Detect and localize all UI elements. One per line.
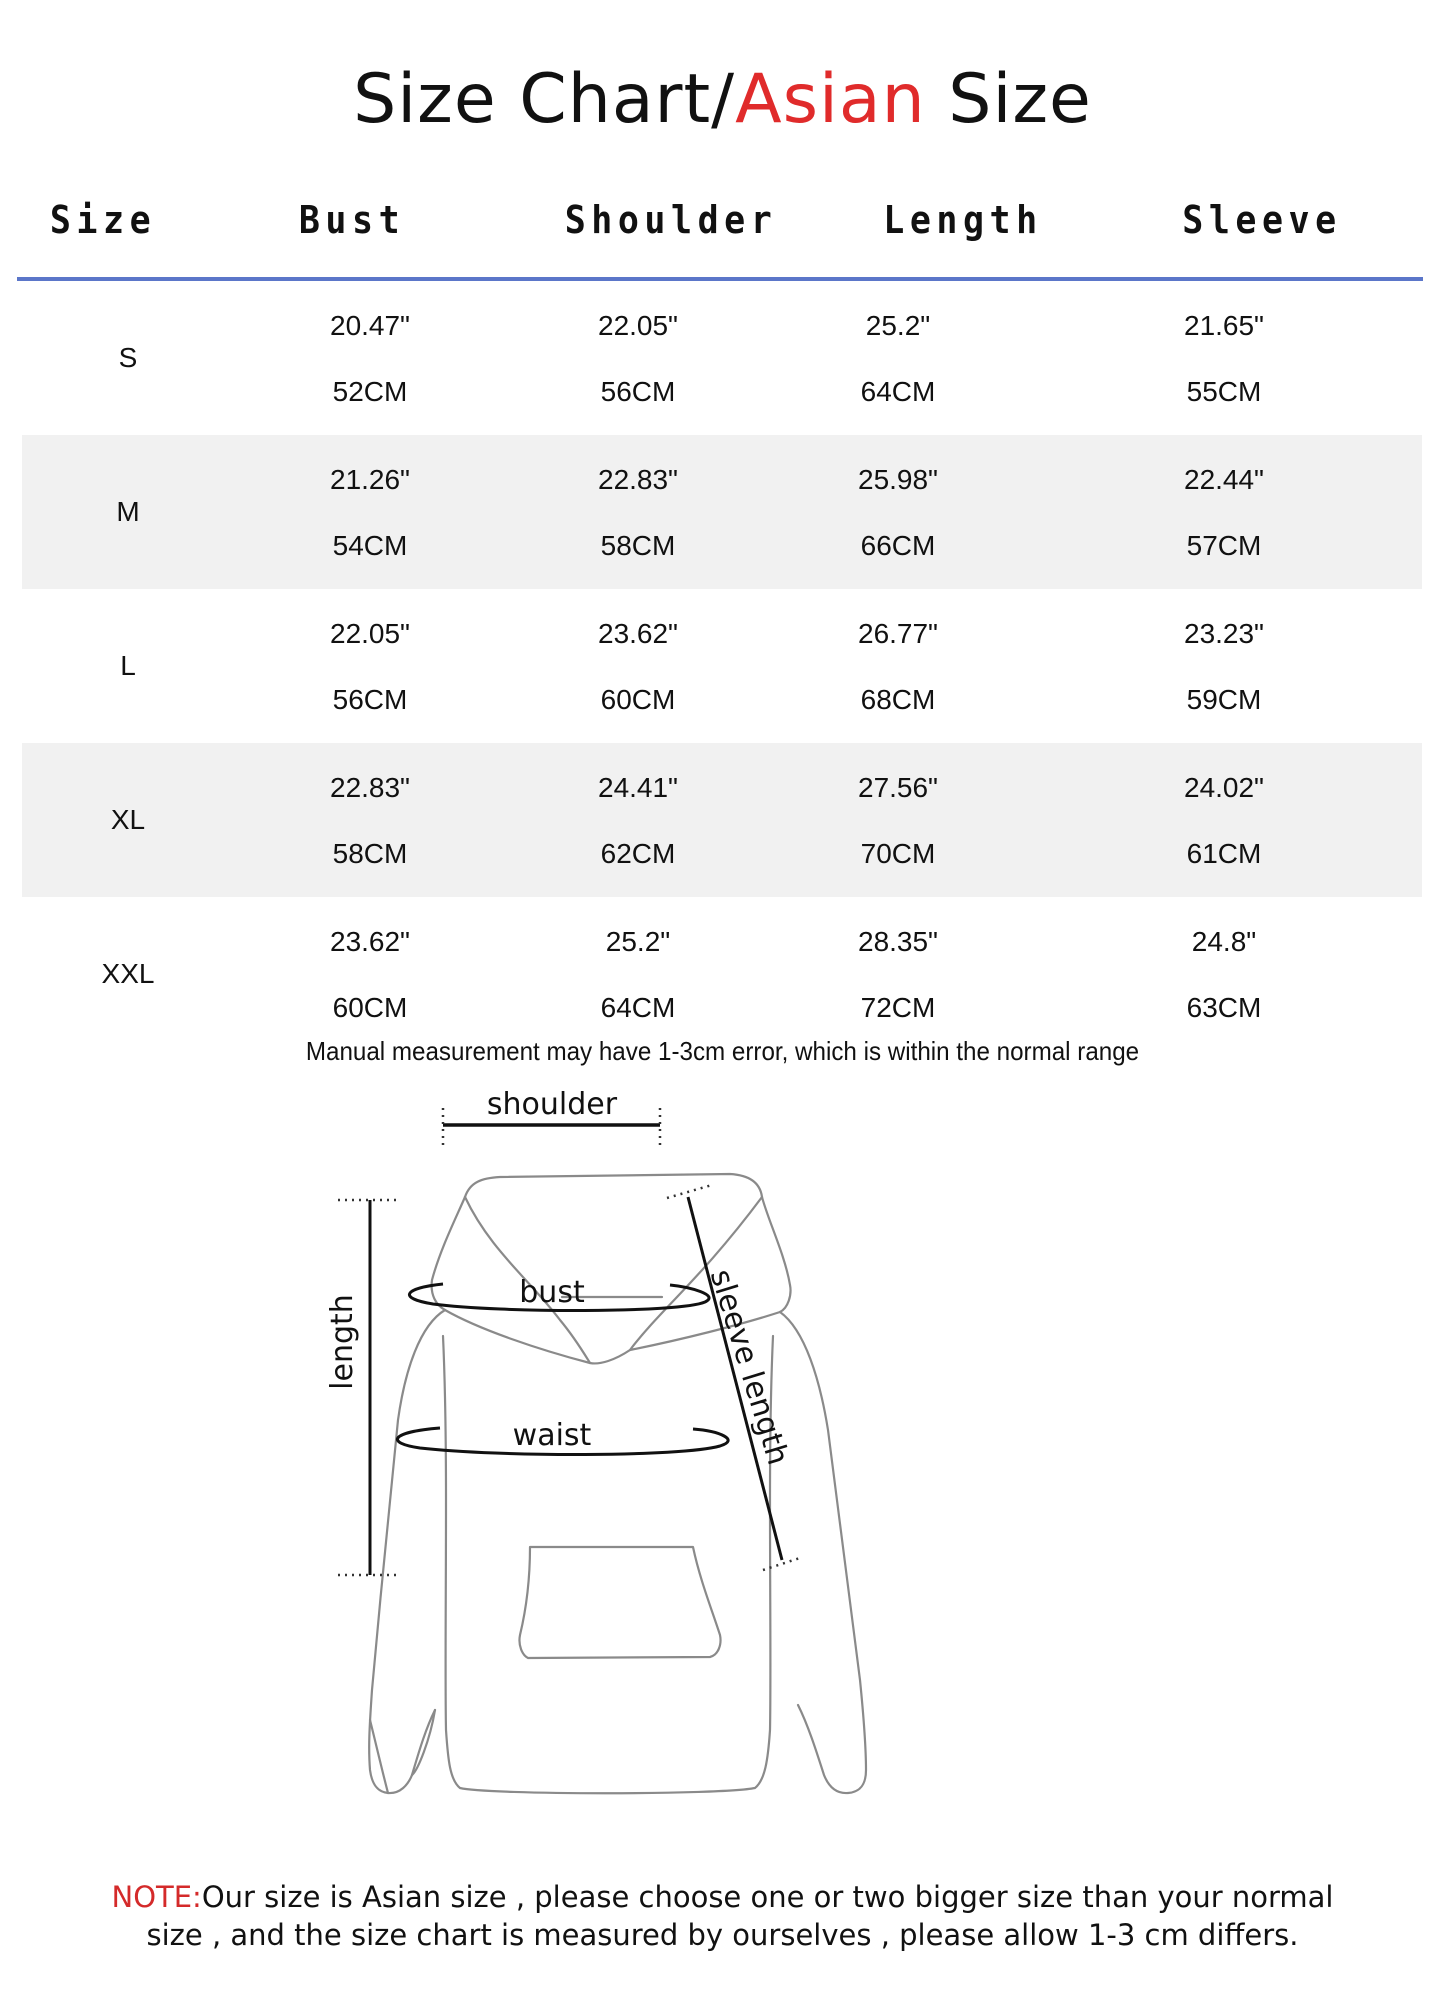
bust-inches: 21.26" [329,464,411,495]
length-cell [858,589,938,733]
page-title [0,56,1445,144]
sleeve-cell [1184,435,1264,579]
bust-measure-icon [409,1275,709,1311]
length-cm: 70CM [860,838,936,869]
note-label: NOTE: [111,1880,202,1914]
length-inches: 25.2" [865,310,931,341]
size-label: XXL [101,958,155,989]
table-row [22,281,1422,435]
waist-measure-icon [397,1418,728,1455]
shoulder-cm: 58CM [600,530,676,561]
shoulder-cell [598,435,678,579]
shoulder-cell [598,743,678,887]
table-row [22,897,1422,1051]
sleeve-cell [1184,281,1264,425]
bust-cell [330,589,410,733]
table-row [22,589,1422,743]
length-cell [858,435,938,579]
note-line-1 [0,1878,1445,1916]
sleeve-cell [1184,743,1264,887]
length-measure-icon [325,1200,398,1575]
length-cell [858,897,938,1041]
shoulder-inches: 25.2" [605,926,671,957]
hoodie-measurement-diagram [300,1080,1100,1840]
bust-cell [330,743,410,887]
header-shoulder: Shoulder [564,198,778,242]
title-accent: Asian [735,60,926,139]
sleeve-cm: 59CM [1186,684,1262,715]
length-inches: 28.35" [857,926,939,957]
size-label: XL [110,804,146,835]
bust-cm: 54CM [332,530,408,561]
title-suffix: Size [925,60,1092,139]
bust-inches: 22.05" [329,618,411,649]
bust-cm: 56CM [332,684,408,715]
size-table [22,281,1422,1051]
note-line-2: size , and the size chart is measured by ourselves , please allow 1-3 cm differs. [146,1918,1299,1952]
sleeve-cm: 63CM [1186,992,1262,1023]
header-size: Size [49,198,157,242]
sleeve-length-label: sleeve length [702,1265,796,1470]
sleeve-cm: 61CM [1186,838,1262,869]
sleeve-inches: 23.23" [1183,618,1265,649]
hoodie-outline-icon [369,1174,866,1793]
header-length: Length [883,198,1043,242]
length-cm: 66CM [860,530,936,561]
shoulder-cm: 64CM [600,992,676,1023]
length-inches: 26.77" [857,618,939,649]
shoulder-inches: 24.41" [597,772,679,803]
table-row [22,435,1422,589]
size-note [0,1878,1445,1954]
shoulder-measure-icon [443,1087,660,1150]
sleeve-measure-icon [667,1185,800,1570]
table-header [0,192,1445,248]
length-cm: 72CM [860,992,936,1023]
title-prefix: Size Chart/ [353,60,736,139]
shoulder-cm: 60CM [600,684,676,715]
shoulder-cell [598,589,678,733]
size-label: M [116,496,140,527]
bust-cm: 58CM [332,838,408,869]
size-label: S [118,342,138,373]
sleeve-inches: 21.65" [1183,310,1265,341]
sleeve-inches: 24.02" [1183,772,1265,803]
bust-inches: 22.83" [329,772,411,803]
bust-cm: 60CM [332,992,408,1023]
shoulder-cm: 56CM [600,376,676,407]
length-inches: 25.98" [857,464,939,495]
length-inches: 27.56" [857,772,939,803]
sleeve-cm: 57CM [1186,530,1262,561]
bust-inches: 23.62" [329,926,411,957]
shoulder-cell [601,897,676,1041]
bust-inches: 20.47" [329,310,411,341]
note-text-1: Our size is Asian size , please choose one or two bigger size than your normal [201,1880,1334,1914]
bust-cell [330,897,410,1041]
header-sleeve: Sleeve [1182,198,1342,242]
shoulder-inches: 22.83" [597,464,679,495]
bust-label: bust [519,1275,585,1310]
shoulder-cm: 62CM [600,838,676,869]
sleeve-cell [1187,897,1262,1041]
bust-cell [330,435,410,579]
size-label: L [120,650,136,681]
shoulder-cell [598,281,678,425]
waist-label: waist [512,1418,592,1453]
shoulder-label: shoulder [486,1087,618,1122]
shoulder-inches: 22.05" [597,310,679,341]
length-cell [861,281,936,425]
bust-cell [330,281,410,425]
shoulder-inches: 23.62" [597,618,679,649]
header-bust: Bust [298,198,406,242]
length-cm: 68CM [860,684,936,715]
measurement-note: Manual measurement may have 1-3cm error, which is within the normal range [305,1036,1140,1066]
sleeve-cell [1184,589,1264,733]
sleeve-inches: 22.44" [1183,464,1265,495]
length-label: length [325,1294,360,1390]
sleeve-cm: 55CM [1186,376,1262,407]
table-row [22,743,1422,897]
sleeve-inches: 24.8" [1191,926,1257,957]
length-cm: 64CM [860,376,936,407]
bust-cm: 52CM [332,376,408,407]
length-cell [858,743,938,887]
